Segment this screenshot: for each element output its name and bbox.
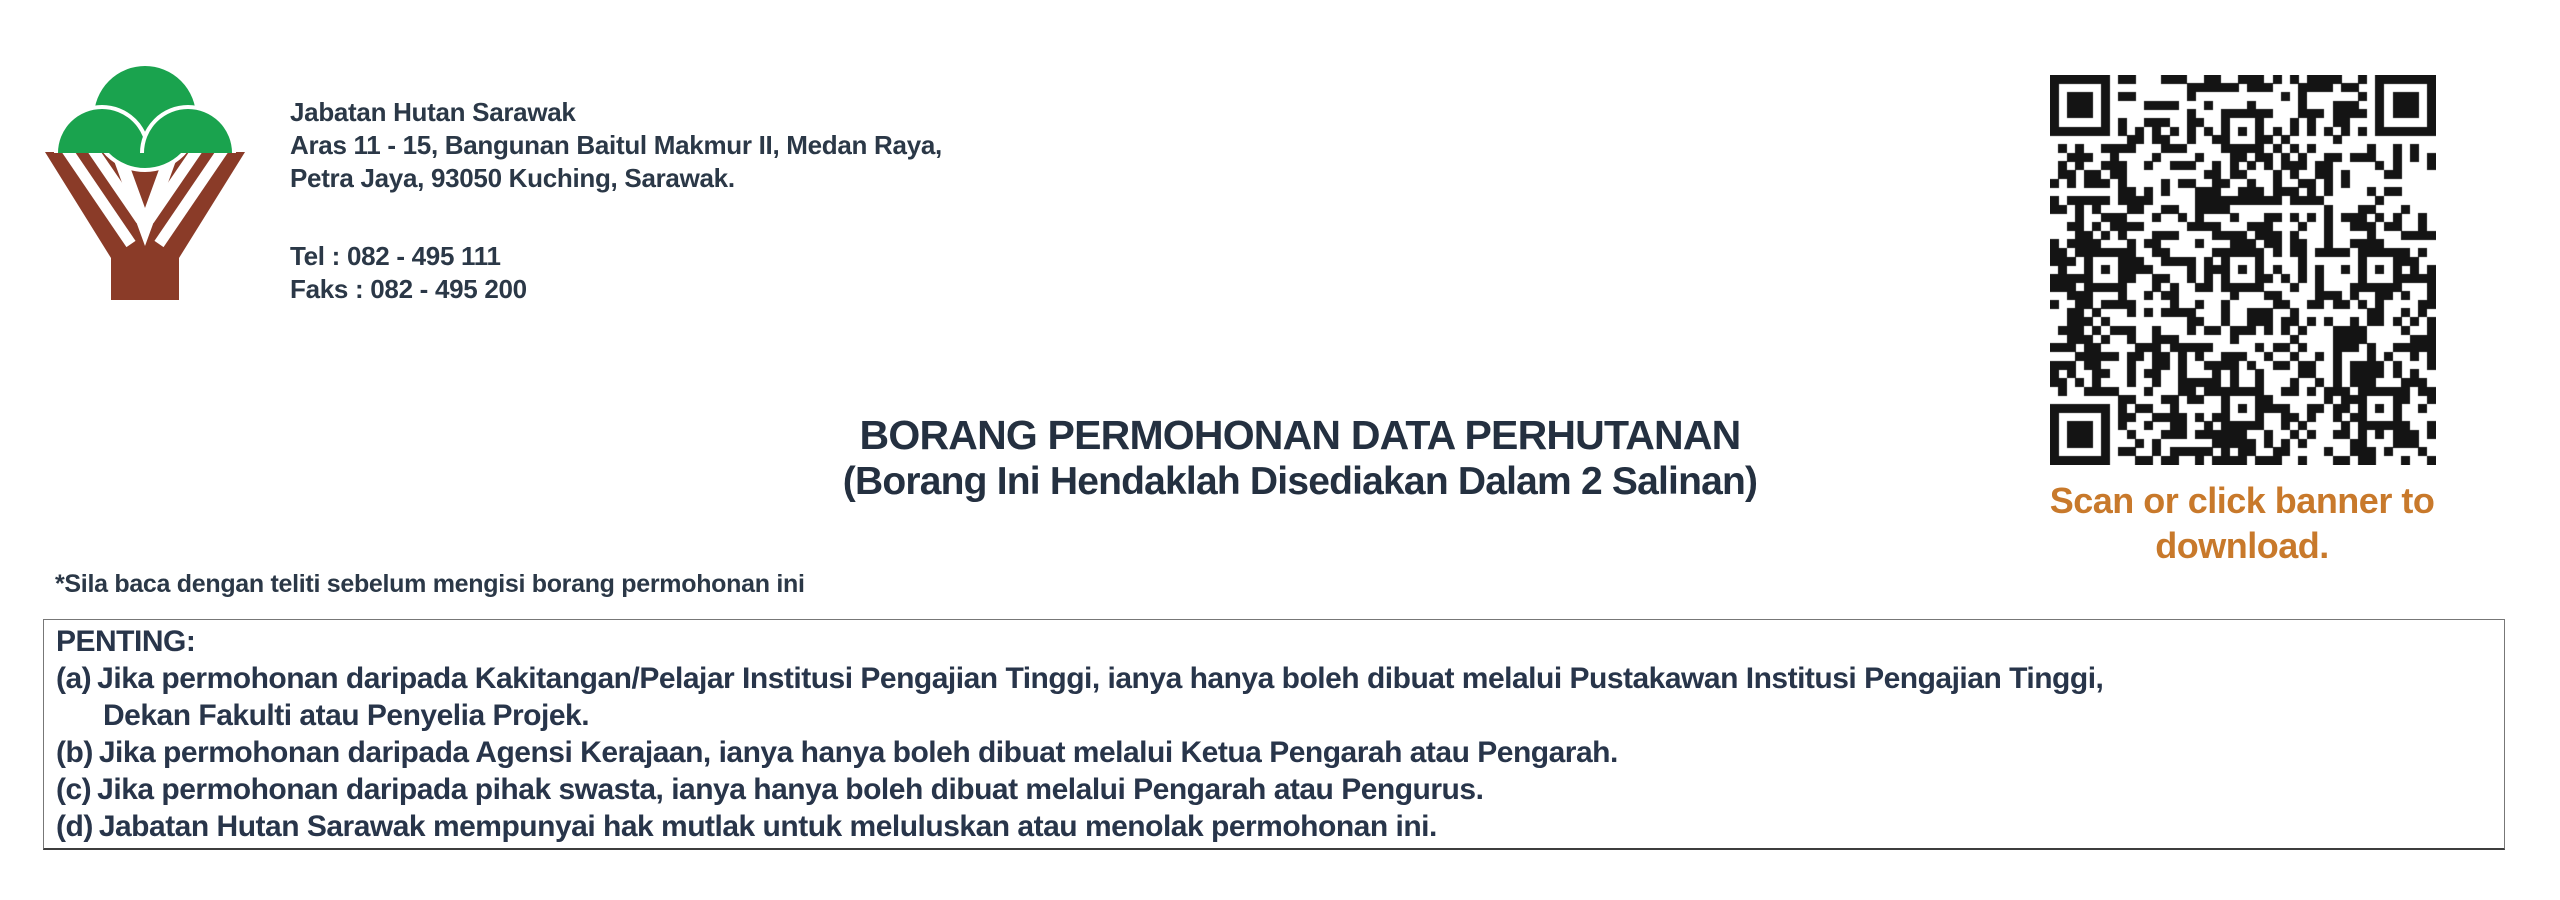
penting-item-a-marker: (a) [56,662,92,695]
read-carefully-note: *Sila baca dengan teliti sebelum mengisi borang permohonan ini [55,570,805,598]
penting-item-a [56,660,2490,697]
org-name: Jabatan Hutan Sarawak [290,97,576,127]
penting-item-b-text: Jika permohonan daripada Agensi Kerajaan, ianya hanya boleh dibuat melalui Ketua Pengarah atau Pengarah. [98,736,1618,769]
qr-code-icon[interactable] [2050,75,2436,465]
qr-caption: Scan or click banner to download. [2049,480,2435,566]
penting-item-d [56,808,2490,845]
org-contact-block [290,240,527,306]
forestry-tree-logo-icon [45,62,245,300]
penting-item-d-text: Jabatan Hutan Sarawak mempunyai hak mutlak untuk meluluskan atau menolak permohonan ini. [98,810,1437,843]
penting-item-a-continued: Dekan Fakulti atau Penyelia Projek. [103,699,590,732]
org-address-block [290,96,942,195]
org-faks: Faks : 082 - 495 200 [290,274,527,304]
penting-item-d-marker: (d) [56,810,93,843]
qr-download-banner[interactable] [2050,75,2436,465]
org-address-line1: Aras 11 - 15, Bangunan Baitul Makmur II, Medan Raya, [290,130,942,160]
penting-item-b [56,734,2490,771]
penting-item-c-marker: (c) [56,773,92,806]
penting-item-b-marker: (b) [56,736,93,769]
penting-item-c [56,771,2490,808]
org-address-line2: Petra Jaya, 93050 Kuching, Sarawak. [290,163,735,193]
penting-item-a-text: Jika permohonan daripada Kakitangan/Pelajar Institusi Pengajian Tinggi, ianya hanya boleh dibuat melalui Pustakawan Institusi Pengajian Tinggi, [97,662,2104,695]
form-title [843,412,1757,505]
form-title-line1: BORANG PERMOHONAN DATA PERHUTANAN [859,412,1741,458]
penting-box [43,619,2505,850]
form-title-line2: (Borang Ini Hendaklah Disediakan Dalam 2 Salinan) [842,460,1758,503]
penting-heading: PENTING: [56,625,196,658]
penting-item-c-text: Jika permohonan daripada pihak swasta, ianya hanya boleh dibuat melalui Pengarah atau Pengurus. [97,773,1484,806]
org-tel: Tel : 082 - 495 111 [290,241,501,271]
